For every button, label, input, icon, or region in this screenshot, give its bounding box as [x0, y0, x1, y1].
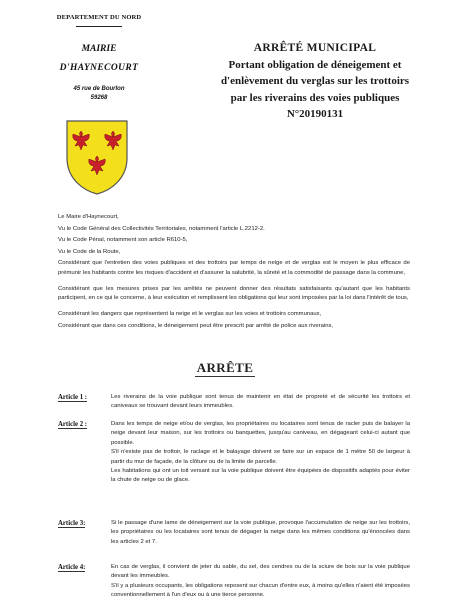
article-paragraph: Les habitations qui ont un toit versant sur la voie publique doivent être équipées de dispositifs adaptés pour éviter la chute de neige ou de glace. — [111, 468, 410, 484]
article-label: Article 3: — [58, 520, 86, 527]
decree-title-block — [195, 40, 435, 123]
preamble-vu-code-route: Vu le Code de la Route, — [58, 248, 121, 255]
article-paragraph: Les riverains de la voie publique sont tenus de maintenir en état de propreté et de sécurité les trottoirs et caniveaux se trouvant devant leurs immeubles. — [111, 394, 410, 410]
coat-of-arms-icon — [64, 118, 130, 196]
department-label: DEPARTEMENT DU NORD — [56, 14, 142, 21]
article-1 — [58, 393, 410, 412]
preamble-considerant-4: Considérant que dans ces conditions, le déneigement peut être prescrit par arrêté de police aux riverains, — [58, 322, 334, 329]
preamble-vu-cgct: Vu le Code Général des Collectivités Territoriales, notamment l'article L.2212-2. — [58, 225, 265, 232]
decree-subtitle-line-3: par les riverains des voies publiques — [230, 91, 400, 104]
article-paragraph: Dans les temps de neige et/ou de verglas, les propriétaires ou locataires sont tenus de racler puis de balayer la neige devant leur maison, sur les trottoirs ou banquettes, jusqu'au caniveau, en dégageant celui-ci autant que possible. — [111, 421, 410, 446]
article-paragraph: S'il y a plusieurs occupants, les obligations reposent sur chacun d'entre eux, à moins qu'elles n'aient été imposées conventionnellement à l'un d'eux ou à une tierce personne. — [111, 582, 410, 599]
arrete-heading — [0, 360, 450, 376]
article-label: Article 1 : — [58, 394, 88, 401]
address-postcode: 59268 — [90, 95, 108, 101]
preamble — [58, 213, 410, 338]
arrete-heading-text: ARRÊTE — [196, 360, 254, 375]
decree-subtitle-line-2: d'enlèvement du verglas sur les trottoirs — [220, 75, 410, 87]
decree-number: N°20190131 — [286, 108, 344, 120]
decree-subtitle-line-1: Portant obligation de déneigement et — [228, 58, 402, 71]
article-text — [111, 563, 410, 601]
article-text — [111, 420, 410, 486]
town-name: D'HAYNECOURT — [59, 63, 139, 73]
preamble-considerant-3: Considérant les dangers que représentent la neige et le verglas sur les voies et trottoirs communaux, — [58, 311, 322, 318]
article-2 — [58, 420, 410, 486]
article-paragraph: S'il n'existe pas de trottoir, le raclage et le balayage doivent se faire sur un espace de 1 mètre 50 de largeur à partir du mur de façade, de la clôture ou de la limite de parcelle. — [111, 449, 410, 465]
preamble-mayor: Le Maire d'Haynecourt, — [58, 214, 119, 220]
address-street: 45 rue de Bourlon — [73, 86, 125, 92]
preamble-considerant-2: Considérant que les mesures prises par les arrêtés ne peuvent donner des résultats satisfaisants qu'autant que les habitants participent, en ce qui le concerne, à leur exécution et remplissent les obligations qui leur sont imposées par la loi dans l'intérêt de tous, — [58, 285, 410, 302]
article-label: Article 4: — [58, 564, 86, 571]
article-label: Article 2 : — [58, 421, 88, 428]
article-3 — [58, 519, 410, 547]
article-text — [111, 393, 410, 412]
department-underline — [76, 26, 122, 27]
preamble-considerant-1: Considérant que l'entretien des voies publiques et des trottoirs par temps de neige et de verglas est le moyen le plus efficace de prémunir les habitants contre les risques d'accident et d'assurer la salubrité, la sûreté et la commodité de passage dans la commune, — [58, 260, 410, 276]
mairie-label: MAIRIE — [81, 44, 117, 54]
decree-title: ARRÊTÉ MUNICIPAL — [253, 42, 377, 54]
article-paragraph: En cas de verglas, il convient de jeter du sable, du sel, des cendres ou de la sciure de bois sur la voie publique devant les immeubles. — [111, 564, 410, 580]
article-text — [111, 519, 410, 547]
article-4 — [58, 563, 410, 601]
preamble-vu-code-penal: Vu le Code Pénal, notamment son article R610-5, — [58, 237, 188, 244]
article-paragraph: Si le passage d'une lame de déneigement sur la voie publique, provoque l'accumulation de neige sur les trottoirs, les propriétaires ou les locataires sont tenus de dégager la neige dans les mêmes conditions qu'énoncées dans les articles 2 et 7. — [111, 520, 410, 545]
